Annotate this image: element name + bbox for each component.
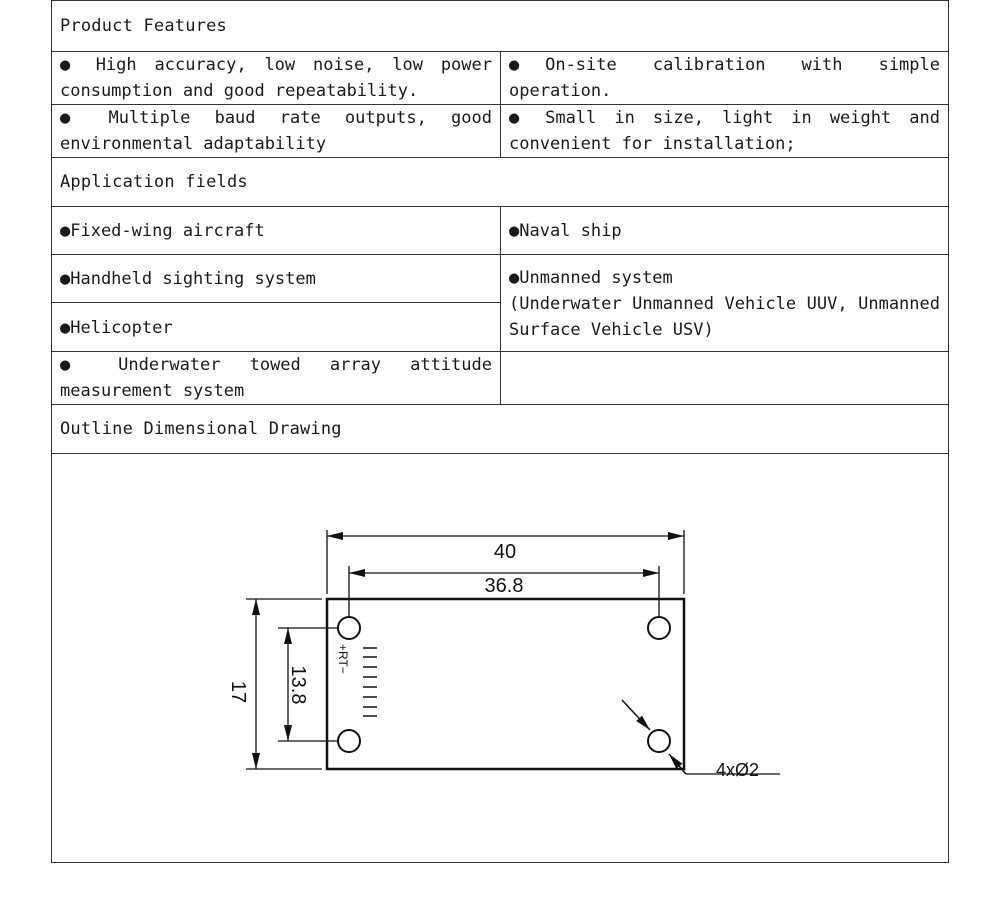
application-item: ● Underwater towed array attitude measurement system bbox=[52, 352, 501, 404]
connector-pins bbox=[363, 648, 377, 716]
mounting-hole bbox=[338, 730, 360, 752]
section-header-applications bbox=[52, 158, 948, 207]
application-item: ●Helicopter bbox=[52, 303, 501, 352]
application-item: ●Fixed-wing aircraft bbox=[52, 207, 501, 254]
application-item: ●Naval ship bbox=[509, 220, 622, 241]
outline-drawing bbox=[52, 454, 948, 862]
applications-row-2-3 bbox=[52, 255, 948, 352]
dimension-drawing-svg bbox=[52, 454, 950, 862]
dimension-height-label: 17 bbox=[227, 680, 249, 704]
applications-row-4 bbox=[52, 352, 948, 405]
leader-arrow bbox=[622, 700, 650, 730]
hole-spec-label: 4xØ2 bbox=[716, 760, 760, 780]
section-header-features bbox=[52, 0, 948, 52]
feature-item: ● Small in size, light in weight and convenient for installation; bbox=[509, 108, 940, 154]
section-title-features: Product Features bbox=[60, 16, 227, 36]
section-title-applications: Application fields bbox=[60, 172, 248, 192]
board-outline bbox=[327, 599, 684, 769]
spec-sheet bbox=[51, 0, 949, 863]
application-item-unmanned bbox=[501, 255, 948, 351]
feature-item: ● High accuracy, low noise, low power consumption and good repeatability. bbox=[52, 52, 501, 104]
applications-row-1 bbox=[52, 207, 948, 255]
dimension-hole-spacing-x-label: 36.8 bbox=[484, 575, 524, 597]
features-row-2 bbox=[52, 105, 948, 158]
pin-label: +RT− bbox=[336, 644, 350, 674]
feature-item: ●On-site calibration with simple operation. bbox=[509, 55, 940, 101]
application-item-empty bbox=[501, 352, 948, 404]
features-row-1 bbox=[52, 52, 948, 105]
dimension-hole-spacing-y-label: 13.8 bbox=[287, 665, 309, 705]
unmanned-title: ●Unmanned system bbox=[509, 268, 673, 288]
application-item: ●Handheld sighting system bbox=[52, 255, 501, 303]
mounting-hole bbox=[338, 617, 360, 639]
section-title-outline: Outline Dimensional Drawing bbox=[60, 419, 342, 439]
mounting-hole bbox=[648, 617, 670, 639]
feature-item: ● Multiple baud rate outputs, good environmental adaptability bbox=[52, 105, 501, 157]
mounting-hole bbox=[648, 730, 670, 752]
dimension-width-label: 40 bbox=[493, 541, 517, 563]
unmanned-detail: (Underwater Unmanned Vehicle UUV, Unmanned Surface Vehicle USV) bbox=[509, 294, 940, 340]
section-header-outline bbox=[52, 405, 948, 454]
